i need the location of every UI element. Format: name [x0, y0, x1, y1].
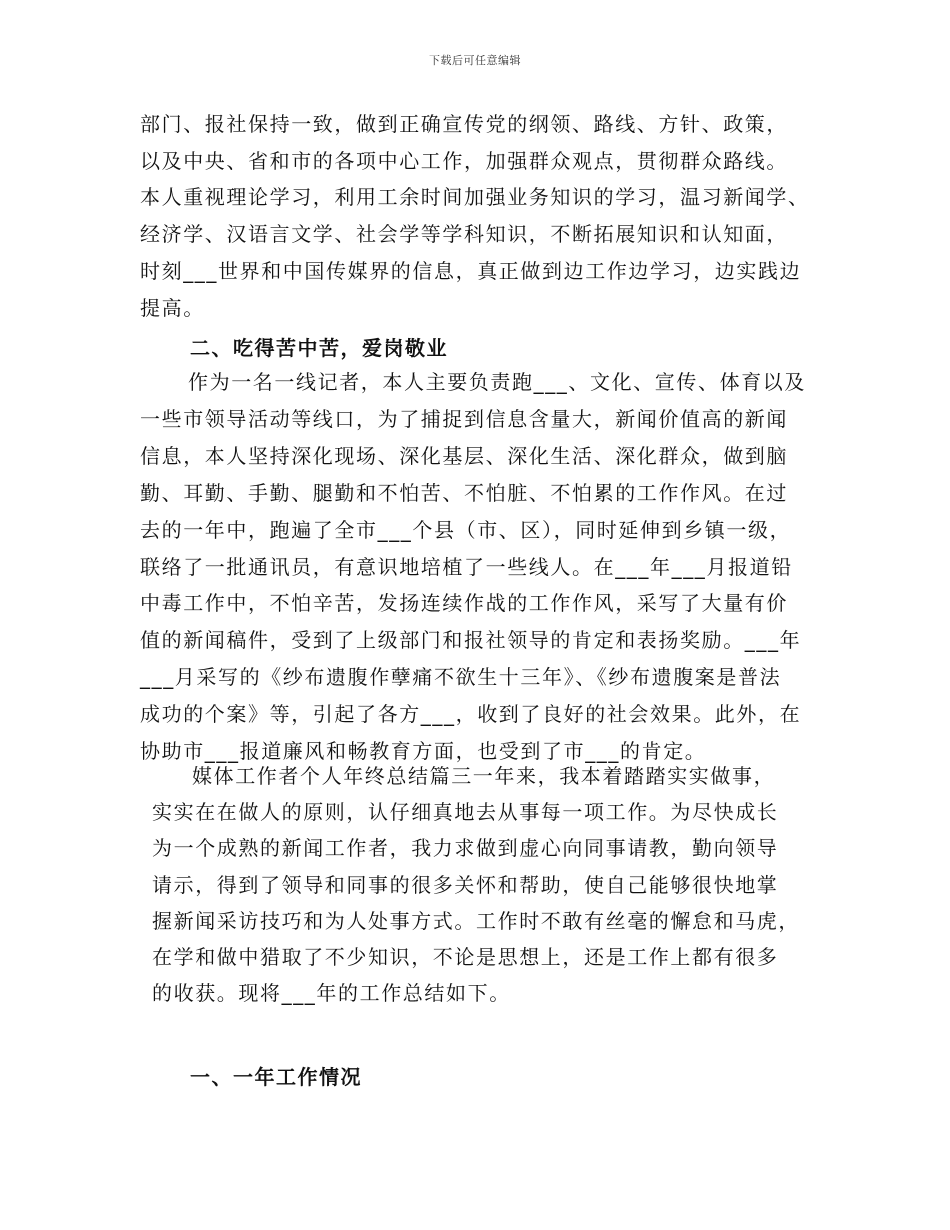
text-line: 为一个成熟的新闻工作者，我力求做到虚心向同事请教，勤向领导 [152, 836, 779, 861]
section-heading: 一、一年工作情况 [190, 1065, 362, 1089]
text-line: 经济学、汉语言文学、社会学等学科知识，不断拓展知识和认知面， [140, 222, 788, 247]
paragraph-intro [140, 106, 840, 326]
text-line: 本人重视理论学习，利用工余时间加强业务知识的学习，温习新闻学、 [140, 185, 810, 210]
text-line: 去的一年中，跑遍了全市___个县（市、区），同时延伸到乡镇一级， [140, 517, 792, 542]
text-line: ___月采写的《纱布遗腹作孽痛不欲生十三年》、《纱布遗腹案是普法 [140, 665, 782, 690]
text-line: 中毒工作中，不怕辛苦，发扬连续作战的工作作风，采写了大量有价 [140, 591, 788, 616]
text-line: 协助市___报道廉风和畅教育方面，也受到了市___的肯定。 [140, 739, 707, 764]
section-heading: 二、吃得苦中苦，爱岗敬业 [190, 336, 448, 360]
paragraph-work [140, 364, 840, 770]
text-line: 部门、报社保持一致，做到正确宣传党的纲领、路线、方针、政策， [140, 112, 788, 136]
text-line: 的收获。现将___年的工作总结如下。 [152, 981, 511, 1006]
text-line: 握新闻采访技巧和为人处事方式。工作时不敢有丝毫的懈怠和马虎， [152, 908, 800, 933]
text-line: 信息，本人坚持深化现场、深化基层、深化生活、深化群众，做到脑 [140, 443, 788, 468]
text-line: 联络了一批通讯员，有意识地培植了一些线人。在___年___月报道铅 [140, 554, 793, 579]
text-line: 实实在在做人的原则，认仔细真地去从事每一项工作。为尽快成长 [152, 800, 779, 825]
text-line: 一些市领导活动等线口，为了捕捉到信息含量大，新闻价值高的新闻 [140, 406, 788, 431]
text-line: 时刻___世界和中国传媒界的信息，真正做到边工作边学习，边实践边 [140, 258, 802, 283]
text-line: 勤、耳勤、手勤、腿勤和不怕苦、不怕脏、不怕累的工作作风。在过 [140, 480, 788, 505]
text-line: 作为一名一线记者，本人主要负责跑___、文化、宣传、体育以及 [188, 370, 806, 394]
text-line: 成功的个案》等，引起了各方___，收到了良好的社会效果。此外，在 [140, 702, 802, 727]
text-line: 请示，得到了领导和同事的很多关怀和帮助，使自己能够很快地掌 [152, 872, 779, 897]
text-line: 值的新闻稿件，受到了上级部门和报社领导的肯定和表扬奖励。___年 [140, 628, 802, 653]
text-line: 在学和做中猎取了不少知识，不论是思想上，还是工作上都有很多 [152, 945, 779, 970]
paragraph-summary [152, 758, 842, 1011]
text-line: 媒体工作者个人年终总结篇三一年来，我本着踏踏实实做事， [192, 764, 776, 788]
text-line: 以及中央、省和市的各项中心工作，加强群众观点，贯彻群众路线。 [140, 148, 788, 173]
text-line: 提高。 [140, 295, 205, 320]
page-header: 下载后可任意编辑 [429, 54, 521, 67]
